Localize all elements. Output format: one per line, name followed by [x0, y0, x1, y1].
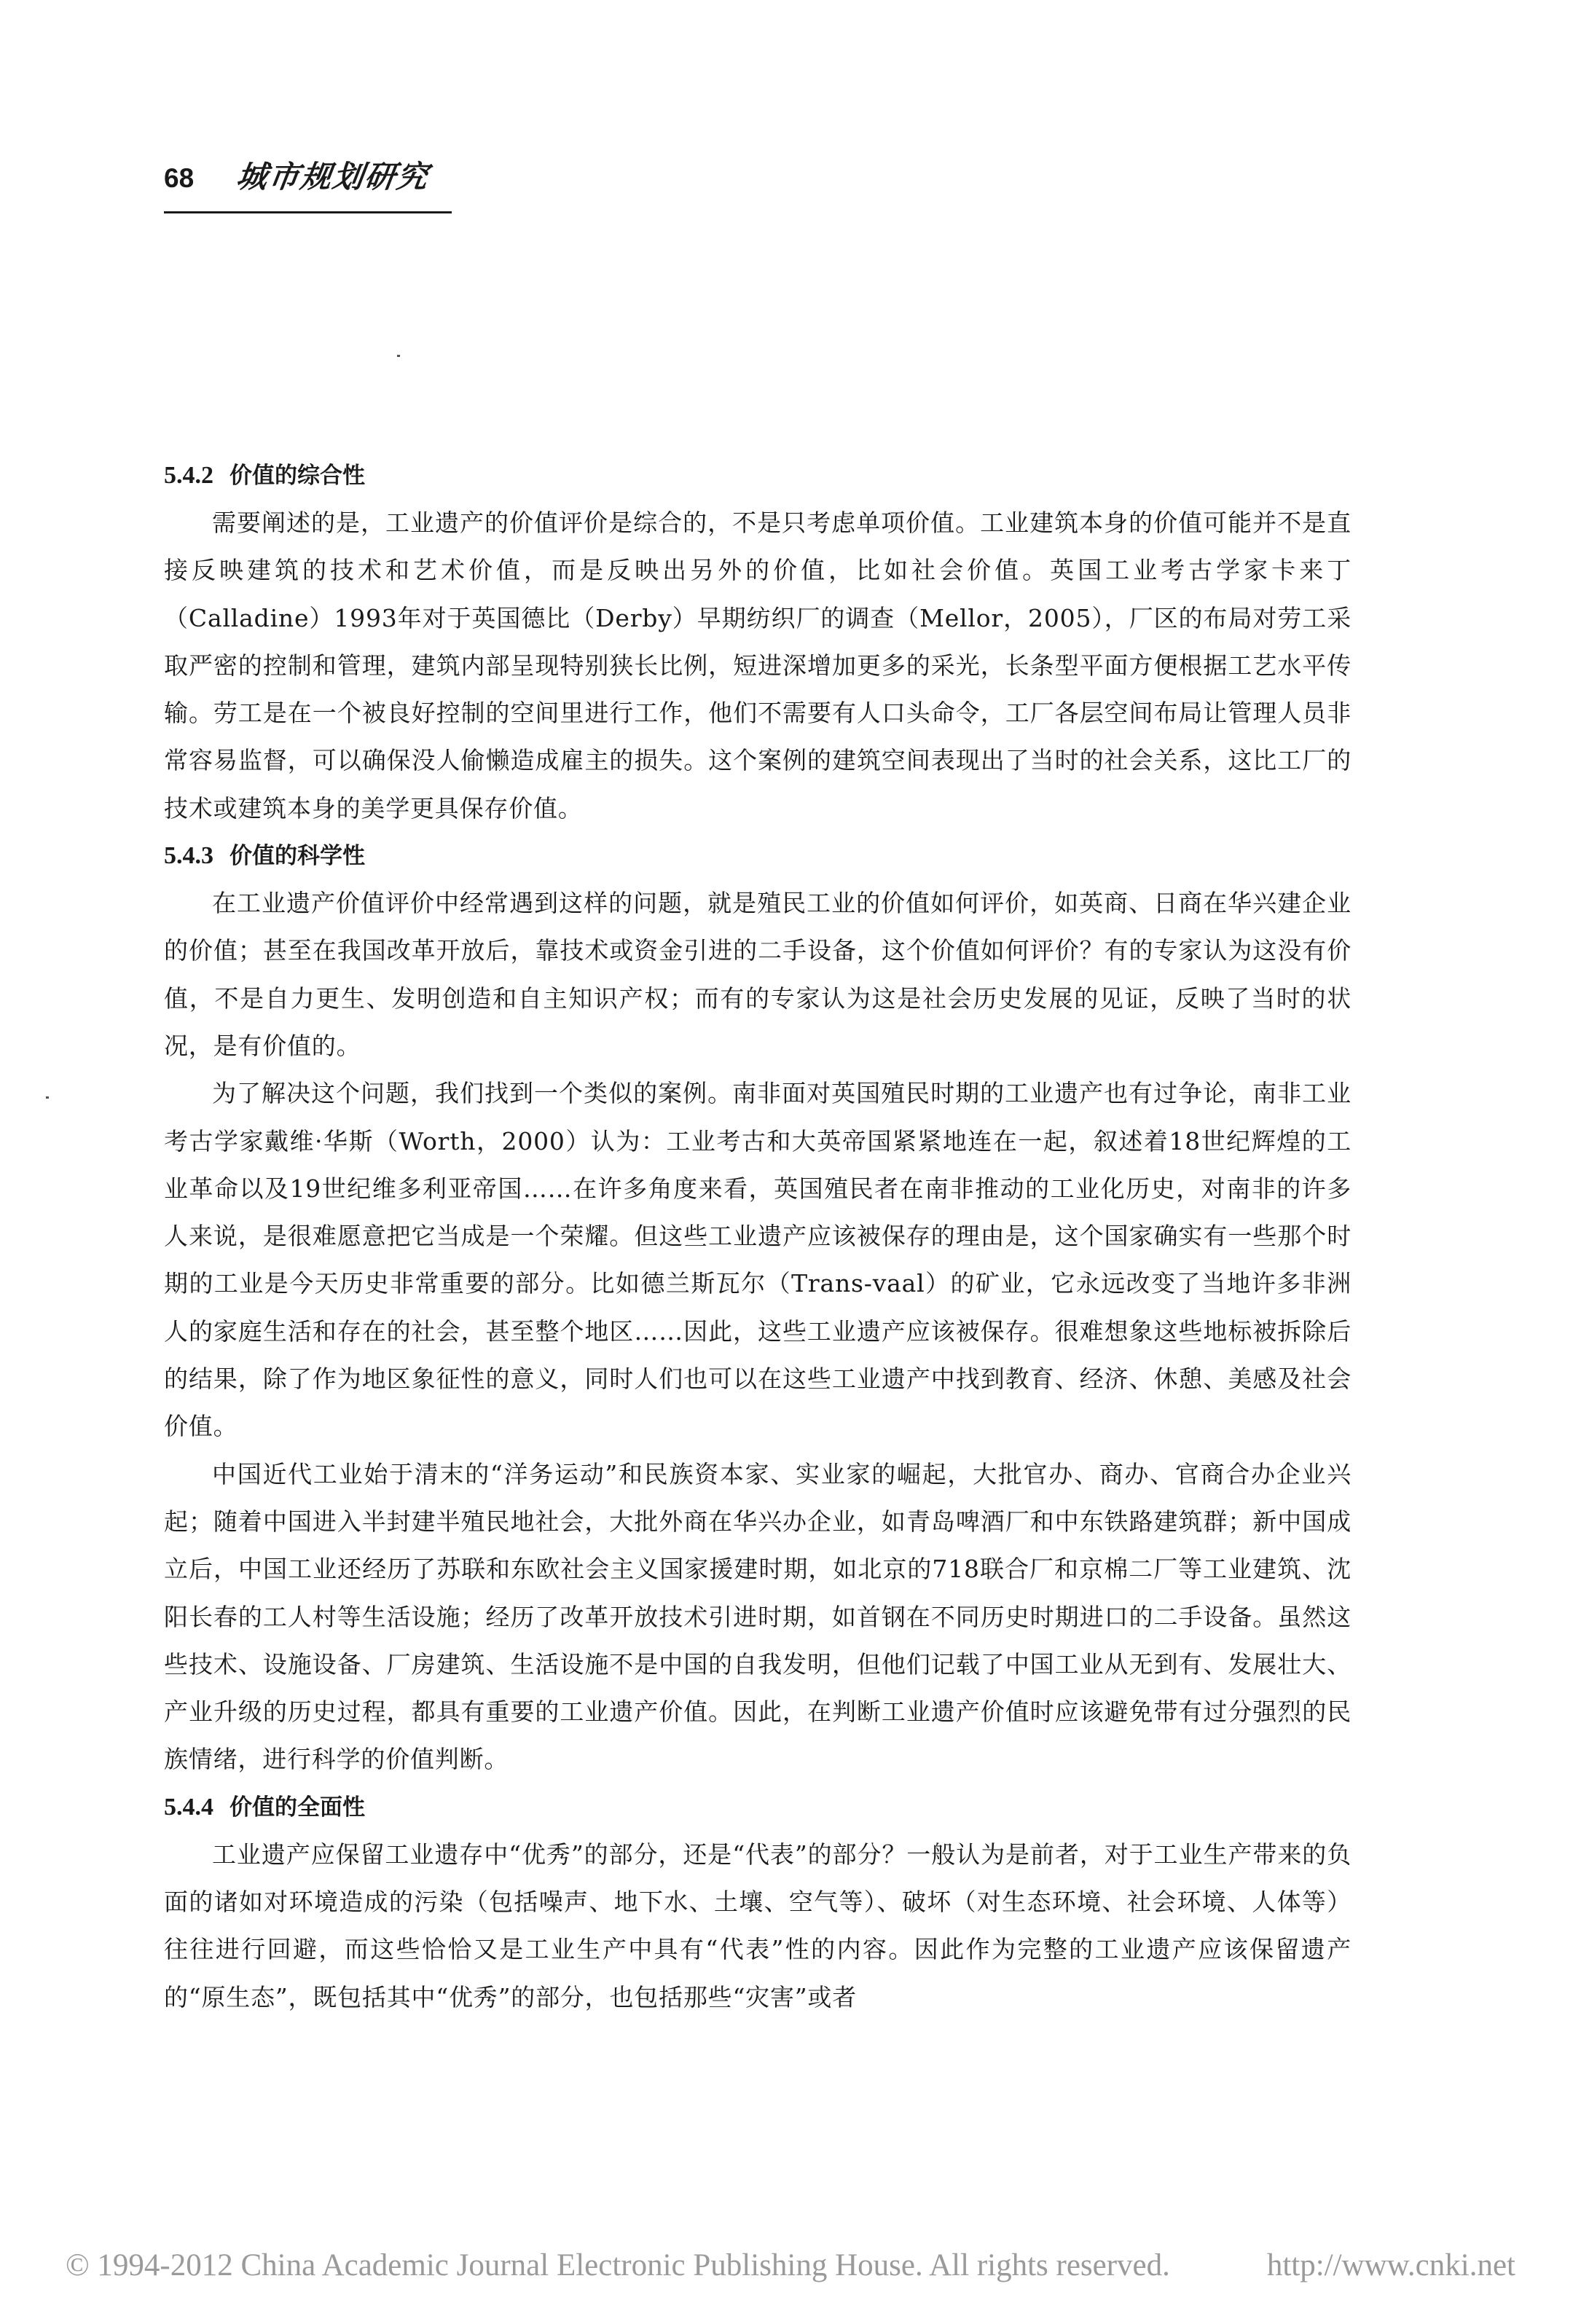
- header-rule: [164, 211, 452, 213]
- page-number: 68: [164, 163, 195, 193]
- section-title: 价值的科学性: [230, 843, 365, 870]
- section-number: 5.4.3: [164, 842, 213, 870]
- paragraph: 工业遗产应保留工业遗存中“优秀”的部分，还是“代表”的部分？一般认为是前者，对于工业生产带来的负面的诸如对环境造成的污染（包括噪声、地下水、土壤、空气等）、破坏（对生态环境、社会环境、人体等）往往进行回避，而这些恰恰又是工业生产中具有“代表”性的内容。因此作为完整的工业遗产应该保留遗产的“原生态”，既包括其中“优秀”的部分，也包括那些“灾害”或者: [164, 1840, 1352, 2011]
- scan-speck: [46, 1096, 49, 1099]
- article-body: [164, 452, 1352, 2021]
- section-heading-5-4-2: [164, 452, 1352, 499]
- section-heading-5-4-4: [164, 1783, 1352, 1831]
- scan-speck: [397, 355, 400, 357]
- paragraph: 需要阐述的是，工业遗产的价值评价是综合的，不是只考虑单项价值。工业建筑本身的价值可能并不是直接反映建筑的技术和艺术价值，而是反映出另外的价值，比如社会价值。英国工业考古学家卡来丁（Calladine）1993年对于英国德比（Derby）早期纺织厂的调查（Mellor，2005），厂区的布局对劳工采取严密的控制和管理，建筑内部呈现特别狭长比例，短进深增加更多的采光，长条型平面方便根据工艺水平传输。劳工是在一个被良好控制的空间里进行工作，他们不需要有人口头命令，工厂各层空间布局让管理人员非常容易监督，可以确保没人偷懒造成雇主的损失。这个案例的建筑空间表现出了当时的社会关系，这比工厂的技术或建筑本身的美学更具保存价值。: [164, 509, 1352, 823]
- paragraph: 中国近代工业始于清末的“洋务运动”和民族资本家、实业家的崛起，大批官办、商办、官商合办企业兴起；随着中国进入半封建半殖民地社会，大批外商在华兴办企业，如青岛啤酒厂和中东铁路建筑群；新中国成立后，中国工业还经历了苏联和东欧社会主义国家援建时期，如北京的718联合厂和京棉二厂等工业建筑、沈阳长春的工人村等生活设施；经历了改革开放技术引进时期，如首钢在不同历史时期进口的二手设备。虽然这些技术、设施设备、厂房建筑、生活设施不是中国的自我发明，但他们记载了中国工业从无到有、发展壮大、产业升级的历史过程，都具有重要的工业遗产价值。因此，在判断工业遗产价值时应该避免带有过分强烈的民族情绪，进行科学的价值判断。: [164, 1459, 1352, 1774]
- footer-url: http://www.cnki.net: [1266, 2248, 1515, 2282]
- paragraph: 为了解决这个问题，我们找到一个类似的案例。南非面对英国殖民时期的工业遗产也有过争论，南非工业考古学家戴维·华斯（Worth，2000）认为：工业考古和大英帝国紧紧地连在一起，叙述着18世纪辉煌的工业革命以及19世纪维多利亚帝国……在许多角度来看，英国殖民者在南非推动的工业化历史，对南非的许多人来说，是很难愿意把它当成是一个荣耀。但这些工业遗产应该被保存的理由是，这个国家确实有一些那个时期的工业是今天历史非常重要的部分。比如德兰斯瓦尔（Trans-vaal）的矿业，它永远改变了当地许多非洲人的家庭生活和存在的社会，甚至整个地区……因此，这些工业遗产应该被保存。很难想象这些地标被拆除后的结果，除了作为地区象征性的意义，同时人们也可以在这些工业遗产中找到教育、经济、休憩、美感及社会价值。: [164, 1079, 1352, 1441]
- copyright-notice: © 1994-2012 China Academic Journal Electronic Publishing House. All rights reserved.: [66, 2248, 1170, 2282]
- page-footer: [66, 2248, 1515, 2283]
- running-title: 城市规划研究: [234, 159, 432, 195]
- paragraph: 在工业遗产价值评价中经常遇到这样的问题，就是殖民工业的价值如何评价，如英商、日商在华兴建企业的价值；甚至在我国改革开放后，靠技术或资金引进的二手设备，这个价值如何评价？有的专家认为这没有价值，不是自力更生、发明创造和自主知识产权；而有的专家认为这是社会历史发展的见证，反映了当时的状况，是有价值的。: [164, 889, 1352, 1060]
- section-heading-5-4-3: [164, 832, 1352, 879]
- section-number: 5.4.2: [164, 462, 213, 489]
- page-header: [164, 153, 470, 211]
- section-title: 价值的全面性: [230, 1794, 365, 1821]
- section-number: 5.4.4: [164, 1793, 213, 1821]
- section-title: 价值的综合性: [230, 463, 365, 489]
